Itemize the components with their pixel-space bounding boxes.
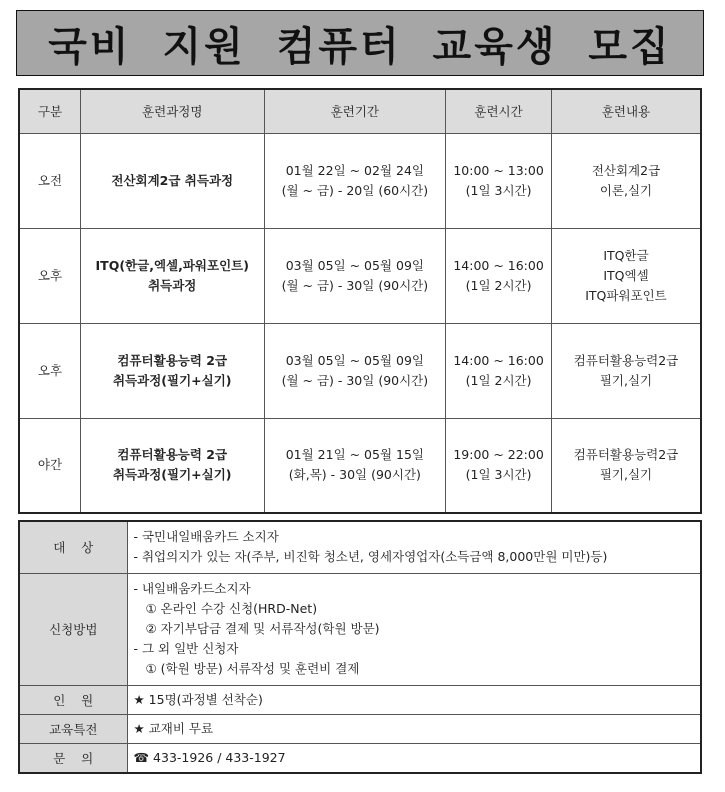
time-line: 14:00 ~ 16:00 xyxy=(453,352,544,368)
cell-period xyxy=(264,323,446,418)
info-row-apply xyxy=(19,573,701,685)
time-line: 14:00 ~ 16:00 xyxy=(453,257,544,273)
cell-time xyxy=(446,323,552,418)
label-contact: 문 의 xyxy=(19,743,127,773)
time-line: 19:00 ~ 22:00 xyxy=(453,447,544,463)
content-line: ITQ한글 xyxy=(603,247,649,263)
apply-line: ① (학원 방문) 서류작성 및 훈련비 결제 xyxy=(145,661,360,676)
header-content: 훈련내용 xyxy=(551,89,701,133)
cell-course xyxy=(80,228,264,323)
content-contact: ☎ 433-1926 / 433-1927 xyxy=(127,743,701,773)
cell-content xyxy=(551,228,701,323)
cell-division: 야간 xyxy=(19,418,80,513)
content-capacity: ★ 15명(과정별 선착순) xyxy=(127,685,701,714)
time-line: (1일 2시간) xyxy=(465,277,532,293)
period-line: (월 ~ 금) - 20일 (60시간) xyxy=(281,182,429,198)
cell-division: 오후 xyxy=(19,228,80,323)
label-target: 대 상 xyxy=(19,521,127,573)
cell-time xyxy=(446,418,552,513)
apply-line: ② 자기부담금 결제 및 서류작성(학원 방문) xyxy=(145,621,380,636)
course-line: 취득과정 xyxy=(148,277,197,293)
period-line: 01월 21일 ~ 05월 15일 xyxy=(285,447,424,463)
course-line: 전산회계2급 취득과정 xyxy=(111,172,234,188)
content-apply xyxy=(127,573,701,685)
label-apply: 신청방법 xyxy=(19,573,127,685)
cell-period xyxy=(264,418,446,513)
cell-course xyxy=(80,323,264,418)
time-line: 10:00 ~ 13:00 xyxy=(453,162,544,178)
content-line: 필기,실기 xyxy=(599,372,653,388)
schedule-header-row xyxy=(19,89,701,133)
cell-period xyxy=(264,133,446,228)
cell-division: 오전 xyxy=(19,133,80,228)
header-period: 훈련기간 xyxy=(264,89,446,133)
info-row-capacity xyxy=(19,685,701,714)
info-table xyxy=(18,520,702,774)
cell-content xyxy=(551,418,701,513)
info-row-contact xyxy=(19,743,701,773)
table-row xyxy=(19,133,701,228)
header-time: 훈련시간 xyxy=(446,89,552,133)
cell-course xyxy=(80,418,264,513)
cell-course xyxy=(80,133,264,228)
content-line: 전산회계2급 xyxy=(591,162,661,178)
apply-line: - 내일배움카드소지자 xyxy=(133,581,251,596)
schedule-table xyxy=(18,88,702,514)
cell-time xyxy=(446,133,552,228)
title-banner xyxy=(16,10,704,76)
course-line: ITQ(한글,엑셀,파워포인트) xyxy=(95,257,249,273)
info-row-target xyxy=(19,521,701,573)
apply-line: ① 온라인 수강 신청(HRD-Net) xyxy=(145,601,318,616)
table-row xyxy=(19,323,701,418)
content-line: ITQ엑셀 xyxy=(603,267,649,283)
period-line: (월 ~ 금) - 30일 (90시간) xyxy=(281,372,429,388)
cell-content xyxy=(551,133,701,228)
period-line: (화,목) - 30일 (90시간) xyxy=(288,467,421,483)
course-line: 취득과정(필기+실기) xyxy=(112,372,232,388)
cell-content xyxy=(551,323,701,418)
course-line: 컴퓨터활용능력 2급 xyxy=(117,447,228,463)
target-line: - 취업의지가 있는 자(주부, 비진학 청소년, 영세자영업자(소득금액 8,000만원 미만)등) xyxy=(133,549,608,565)
apply-line: - 그 외 일반 신청자 xyxy=(133,641,239,656)
cell-period xyxy=(264,228,446,323)
table-row xyxy=(19,418,701,513)
cell-division: 오후 xyxy=(19,323,80,418)
page-title: 국비 지원 컴퓨터 교육생 모집 xyxy=(48,23,672,70)
header-division: 구분 xyxy=(19,89,80,133)
target-line: - 국민내일배움카드 소지자 xyxy=(133,529,279,545)
content-line: ITQ파워포인트 xyxy=(585,287,667,303)
time-line: (1일 3시간) xyxy=(465,182,532,198)
cell-time xyxy=(446,228,552,323)
course-line: 취득과정(필기+실기) xyxy=(112,467,232,483)
content-line: 필기,실기 xyxy=(599,467,653,483)
course-line: 컴퓨터활용능력 2급 xyxy=(117,352,228,368)
period-line: 03월 05일 ~ 05월 09일 xyxy=(285,257,424,273)
content-line: 컴퓨터활용능력2급 xyxy=(573,447,679,463)
content-line: 컴퓨터활용능력2급 xyxy=(573,352,679,368)
content-target xyxy=(127,521,701,573)
period-line: 03월 05일 ~ 05월 09일 xyxy=(285,352,424,368)
table-row xyxy=(19,228,701,323)
header-course: 훈련과정명 xyxy=(80,89,264,133)
content-benefit: ★ 교재비 무료 xyxy=(127,714,701,743)
content-line: 이론,실기 xyxy=(599,182,653,198)
period-line: 01월 22일 ~ 02월 24일 xyxy=(285,162,424,178)
label-benefit: 교육특전 xyxy=(19,714,127,743)
time-line: (1일 2시간) xyxy=(465,372,532,388)
label-capacity: 인 원 xyxy=(19,685,127,714)
time-line: (1일 3시간) xyxy=(465,467,532,483)
period-line: (월 ~ 금) - 30일 (90시간) xyxy=(281,277,429,293)
info-row-benefit xyxy=(19,714,701,743)
